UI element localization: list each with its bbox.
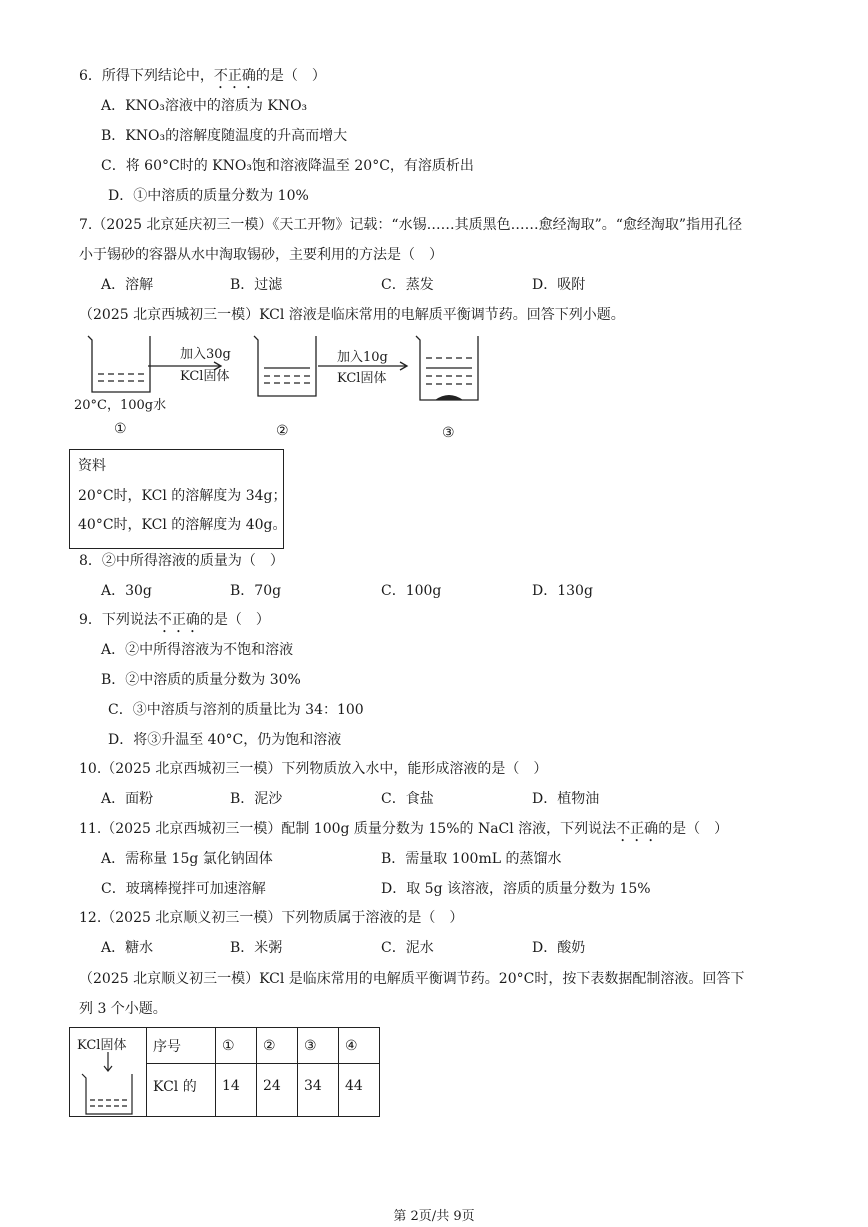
beaker-2: [254, 336, 316, 396]
q6-option-c: C．将 60°C时的 KNO₃饱和溶液降温至 20°C，有溶质析出: [101, 158, 474, 174]
q10-option-d: D．植物油: [532, 791, 600, 807]
q7-option-a: A．溶解: [101, 277, 154, 293]
q12-option-d: D．酸奶: [532, 940, 586, 956]
q7-option-b: B．过滤: [230, 277, 283, 293]
q7-stem-line2: 小于锡砂的容器从水中淘取锡砂，主要利用的方法是（ ）: [79, 247, 443, 263]
q8-stem: 8．②中所得溶液的质量为（ ）: [79, 553, 284, 569]
table-cell: 34: [298, 1064, 339, 1117]
q9-option-a: A．②中所得溶液为不饱和溶液: [101, 642, 294, 658]
q9-option-d: D．将③升温至 40°C，仍为饱和溶液: [108, 732, 342, 748]
q8-option-b: B．70g: [230, 583, 282, 599]
q12-stem: 12.（2025 北京顺义初三一模）下列物质属于溶液的是（ ）: [79, 910, 464, 926]
q12-option-b: B．米粥: [230, 940, 283, 956]
q6-stem-a: 6．所得下列结论中，: [79, 68, 214, 84]
q6-stem: [79, 67, 326, 92]
q7-option-d: D．吸附: [532, 277, 586, 293]
diagram-label-2: ②: [276, 423, 289, 439]
table-cell: ③: [298, 1028, 339, 1064]
material-title: 资料: [78, 458, 106, 474]
q6-option-b: B．KNO₃的溶解度随温度的升高而增大: [101, 128, 348, 144]
table-head-seq: 序号: [147, 1028, 216, 1064]
arrow-2-top-label: 加入10g: [337, 350, 388, 365]
table-image-cell: [70, 1028, 147, 1117]
q7-stem-line1: 7.（2025 北京延庆初三一模）《天工开物》记载：“水锡……其质黑色……愈经淘取”。“愈经淘取”指用孔径: [79, 217, 743, 233]
q6-option-d: D．①中溶质的质量分数为 10%: [108, 188, 309, 204]
q10-option-c: C．食盐: [381, 791, 434, 807]
material-line1: 20°C时，KCl 的溶解度为 34g；: [78, 488, 287, 504]
table-cell: 44: [339, 1064, 380, 1117]
q10-stem: 10.（2025 北京西城初三一模）下列物质放入水中，能形成溶液的是（ ）: [79, 761, 548, 777]
q11-stem-emphasis: 不正确: [616, 821, 659, 837]
q6-stem-emphasis: 不正确: [213, 68, 256, 84]
precipitate: [435, 395, 463, 400]
q10-option-a: A．面粉: [101, 791, 154, 807]
q11-option-c: C．玻璃棒搅拌可加速溶解: [101, 881, 266, 897]
table-cell: 24: [257, 1064, 298, 1117]
q11-option-d: D．取 5g 该溶液，溶质的质量分数为 15%: [381, 881, 651, 897]
material-line2: 40°C时，KCl 的溶解度为 40g。: [78, 517, 287, 533]
arrow-1-bottom-label: KCl固体: [180, 369, 230, 384]
q7-option-c: C．蒸发: [381, 277, 434, 293]
diagram-condition: 20°C，100g水: [74, 398, 167, 413]
q9-stem-a: 9．下列说法: [79, 612, 158, 628]
kcl-solid-label: KCl固体: [77, 1038, 127, 1053]
table-cell: ②: [257, 1028, 298, 1064]
q12-option-c: C．泥水: [381, 940, 434, 956]
q11-stem-a: 11.（2025 北京西城初三一模）配制 100g 质量分数为 15%的 NaCl 溶液，下列说法: [79, 821, 617, 837]
table-cell: 14: [216, 1064, 257, 1117]
q10-option-b: B．泥沙: [230, 791, 283, 807]
q11-option-b: B．需量取 100mL 的蒸馏水: [381, 851, 562, 867]
kcl-data-table: [69, 1027, 380, 1117]
arrow-1-top-label: 加入30g: [180, 347, 231, 362]
q9-stem: [79, 611, 270, 636]
q11-stem-b: 的是（ ）: [658, 821, 729, 837]
q6-option-a: A．KNO₃溶液中的溶质为 KNO₃: [101, 98, 308, 114]
q8-option-d: D．130g: [532, 583, 593, 599]
q11-option-a: A．需称量 15g 氯化钠固体: [101, 851, 273, 867]
q8-option-a: A．30g: [101, 583, 152, 599]
q12-option-a: A．糖水: [101, 940, 154, 956]
table-head-kcl: KCl 的: [147, 1064, 216, 1117]
section-intro-kcl: （2025 北京西城初三一模）KCl 溶液是临床常用的电解质平衡调节药。回答下列小题。: [79, 307, 625, 323]
section-intro-kcl-table-line1: （2025 北京顺义初三一模）KCl 是临床常用的电解质平衡调节药。20°C时，按下表数据配制溶液。回答下: [79, 971, 745, 987]
q9-stem-emphasis: 不正确: [157, 612, 200, 628]
q9-stem-b: 的是（ ）: [199, 612, 270, 628]
q9-option-b: B．②中溶质的质量分数为 30%: [101, 672, 301, 688]
diagram-label-1: ①: [114, 421, 127, 437]
page-footer: 第 2页/共 9页: [393, 1209, 475, 1224]
q11-stem: [79, 820, 728, 845]
q8-option-c: C．100g: [381, 583, 442, 599]
q9-option-c: C．③中溶质与溶剂的质量比为 34：100: [108, 702, 364, 718]
section-intro-kcl-table-line2: 列 3 个小题。: [79, 1001, 167, 1017]
table-row: [70, 1028, 380, 1064]
beaker-1: [88, 336, 150, 392]
diagram-label-3: ③: [442, 425, 455, 441]
q6-stem-b: 的是（ ）: [255, 68, 326, 84]
table-cell: ①: [216, 1028, 257, 1064]
arrow-2-bottom-label: KCl固体: [337, 371, 387, 386]
table-cell: ④: [339, 1028, 380, 1064]
